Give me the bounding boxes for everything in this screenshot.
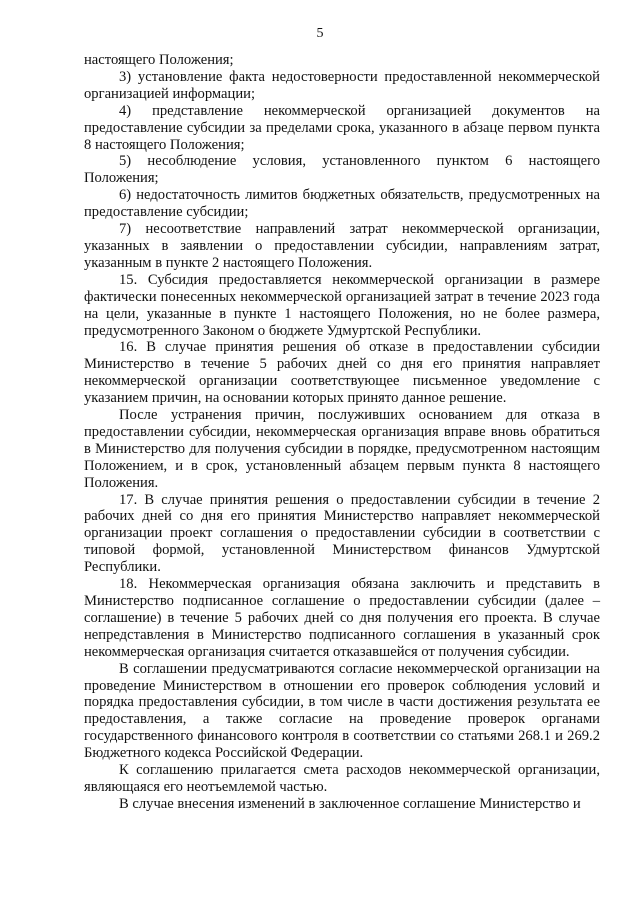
paragraph: настоящего Положения; (84, 52, 234, 68)
paragraph: 6) недостаточность лимитов бюджетных обязательств, предусмотренных на предоставление субсидии; (84, 187, 600, 221)
paragraph: 7) несоответствие направлений затрат некоммерческой организации, указанных в заявлении о предоставлении субсидии, направлениям затрат, указанным в пункте 2 настоящего Положения. (84, 221, 600, 271)
paragraph: 4) представление некоммерческой организацией документов на предоставление субсидии за пределами срока, указанного в абзаце первом пункта 8 настоящего Положения; (84, 102, 600, 153)
paragraph: 3) установление факта недостоверности предоставленной некоммерческой организацией информации; (84, 68, 600, 102)
document-body (84, 52, 600, 813)
paragraph: 17. В случае принятия решения о предоставлении субсидии в течение 2 рабочих дней со дня его принятия Министерство направляет некоммерческой организации проект соглашения о предоставлении субсидии в соответствии с типовой формой, установленной Министерством финансов Удмуртской Республики. (84, 491, 600, 576)
paragraph: 16. В случае принятия решения об отказе в предоставлении субсидии Министерство в течение 5 рабочих дней со дня его принятия направляет некоммерческой организации соответствующее письменное уведомление с указанием причин, на основании которых принято данное решение. (84, 339, 600, 407)
paragraph: В случае внесения изменений в заключенное соглашение Министерство и (119, 795, 581, 812)
paragraph: После устранения причин, послуживших основанием для отказа в предоставлении субсидии, некоммерческая организация вправе вновь обратиться в Министерство для получения субсидии в порядке, предусмотренном настоящим Положением, и в срок, установленный абзацем первым пункта 8 настоящего Положения. (84, 407, 600, 491)
paragraph: К соглашению прилагается смета расходов некоммерческой организации, являющаяся его неотъемлемой частью. (84, 762, 600, 795)
paragraph: 5) несоблюдение условия, установленного пунктом 6 настоящего Положения; (84, 153, 600, 187)
paragraph: В соглашении предусматриваются согласие некоммерческой организации на проведение Министерством в отношении его проверок соблюдения условий и порядка предоставления субсидии, в том числе в части достижения результата ее предоставления, а также согласие на проведение проверок органами государственного финансового контроля в соответствии со статьями 268.1 и 269.2 Бюджетного кодекса Российской Федерации. (84, 660, 600, 762)
page-number: 5 (316, 26, 324, 41)
paragraph: 18. Некоммерческая организация обязана заключить и представить в Министерство подписанное соглашение о предоставлении субсидии (далее – соглашение) в течение 5 рабочих дней со дня получения его проекта. В случае непредставления в Министерство подписанного соглашения в указанный срок некоммерческая организация считается отказавшейся от получения субсидии. (84, 576, 600, 660)
paragraph: 15. Субсидия предоставляется некоммерческой организации в размере фактически понесенных некоммерческой организацией затрат в течение 2023 года на цели, указанные в пункте 1 настоящего Положения, но не более размера, предусмотренного Законом о бюджете Удмуртской Республики. (84, 271, 600, 339)
